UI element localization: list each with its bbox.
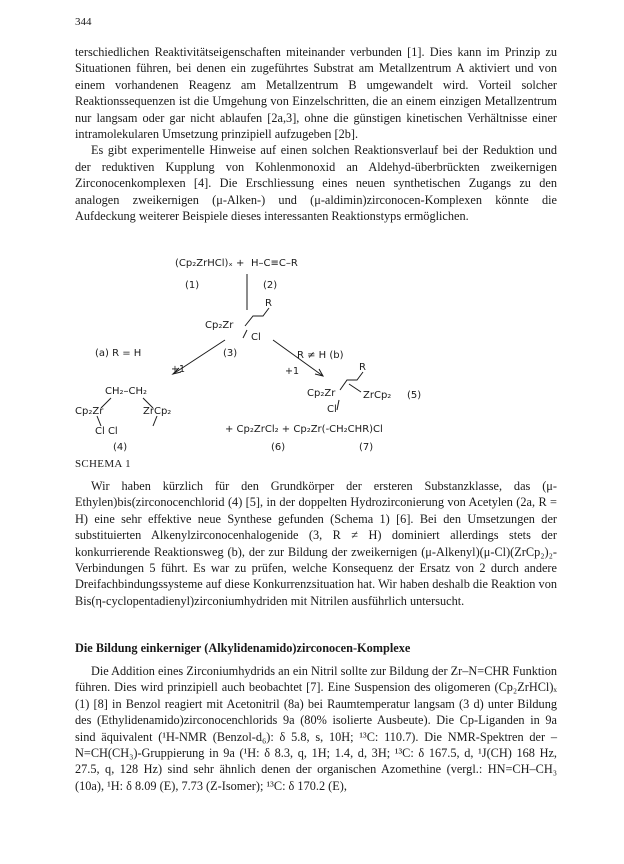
product-4-ch2: CH₂–CH₂ xyxy=(105,386,148,397)
product-4-cp-right: ZrCp₂ xyxy=(143,406,172,417)
branch-b: R ≠ H (b) xyxy=(297,350,344,361)
label-4: (4) xyxy=(113,442,128,453)
paragraph-2: Es gibt experimentelle Hinweise auf einen solchen Reaktionsverlauf bei der Reduktion und der reduktiven Kupplung von Kohlenmonoxid an Aldehyd-überbrückten zweikernigen Zirconocenkomplexen [4]. Die Erschliessung eines neuen synthetischen Zugangs zu den analogen zweikernigen (μ-Alken-) und (μ-aldimin)zirconocen-Komplexen könnte die Aufdeckung weiterer Beispiele dieses interessanten Reaktionstyps ermöglichen. xyxy=(75,143,557,224)
reagent-2: H–C≡C–R xyxy=(251,258,298,269)
intro-text xyxy=(75,44,557,224)
section-heading: Die Bildung einkerniger (Alkylidenamido)zirconocen-Komplexe xyxy=(75,641,411,655)
reagent-1: (Cp₂ZrHCl)ₓ xyxy=(175,258,233,269)
label-5: (5) xyxy=(407,390,422,401)
bond-5 xyxy=(340,372,363,390)
bond-4c xyxy=(97,416,101,426)
byproducts: + Cp₂ZrCl₂ + Cp₂Zr(-CH₂CHR)Cl xyxy=(225,424,383,435)
paragraph-1: terschiedlichen Reaktivitätseigenschaften miteinander verbunden [1]. Dies kann im Prinzip zu Situationen führen, bei denen ein zugeführtes Substrat am Metallzentrum A aktiviert und von einem vorhandenen Reagenz am Metallzentrum B umgewandelt wird. Vorteil solcher Reaktionssequenzen ist die Umgehung von Einzelschritten, die an einem einzigen Metallzentrum nur langsam oder gar nicht ablaufen [2a,3], ohne die günstigen kinetischen Verhältnisse einer intramolekularen Umsetzung prinzipiell aufzugeben [2b]. xyxy=(75,45,557,142)
label-2: (2) xyxy=(263,280,278,291)
label-3: (3) xyxy=(223,348,238,359)
bond-3 xyxy=(245,308,269,326)
product-5-cp-right: ZrCp₂ xyxy=(363,390,392,401)
bond-5b xyxy=(349,384,361,392)
branch-a-plus: +1 xyxy=(171,364,186,375)
intermediate-cp: Cp₂Zr xyxy=(205,320,234,331)
product-5-cp-left: Cp₂Zr xyxy=(307,388,336,399)
bond-3-cl xyxy=(243,330,247,338)
label-1: (1) xyxy=(185,280,200,291)
product-5-r: R xyxy=(359,362,366,373)
paragraph-4: Die Addition eines Zirconiumhydrids an ein Nitril sollte zur Bildung der Zr–N=CHR Funktion führen. Dies wird prinzipiell auch beobachtet [7]. Eine Suspension des oligomeren (Cp₂ZrHCl)ₓ (1) [8] in Benzol reagiert mit Acetonitril (8a) bei Raumtemperatur langsam (3 d) unter Bildung des (Ethylidenamido)zirconocenchlorids 9a (80% isolierte Ausbeute). Die Cp-Liganden in 9a sind äquivalent (¹H-NMR (Benzol-d₆): δ 5.8, s, 10H; ¹³C: 110.7). Die NMR-Spektren der –N=CH(CH₃)-Gruppierung in 9a (¹H: δ 8.3, q, 1H; 1.4, d, 3H; ¹³C: δ 167.5, d, ¹J(CH) 168 Hz, 27.5, q, 128 Hz) sind sehr ähnlich denen der organischen Azomethine (vergl.: HN=CH–CH₃ (10a), ¹H: δ 8.09 (E), 7.73 (Z-Isomer); ¹³C: δ 170.2 (E), xyxy=(75,664,557,793)
intermediate-r: R xyxy=(265,298,272,309)
bond-5c xyxy=(337,400,339,410)
branch-b-plus: +1 xyxy=(285,366,300,377)
reaction-scheme xyxy=(75,258,557,458)
intermediate-cl: Cl xyxy=(251,332,261,343)
product-4-cp-left: Cp₂Zr xyxy=(75,406,104,417)
label-6: (6) xyxy=(271,442,286,453)
plus-sign: + xyxy=(236,258,245,269)
product-5-cl: Cl xyxy=(327,404,337,415)
page-number: 344 xyxy=(75,16,92,28)
bottom-text xyxy=(75,663,557,794)
branch-a: (a) R = H xyxy=(95,348,142,359)
middle-text xyxy=(75,478,557,609)
scheme-caption: SCHEMA 1 xyxy=(75,458,131,470)
paragraph-3: Wir haben kürzlich für den Grundkörper der ersteren Substanzklasse, das (μ-Ethylen)bis(zirconocenchlorid (4) [5], in der doppelten Hydrozirconierung von Acetylen (2a, R = H) eine sehr effektive neue Synthese gefunden (Schema 1) [6]. Bei den Umsetzungen der substituierten Alkenylzirconocenhalogenide (3, R ≠ H) dominiert allerdings stets der konkurrierende Reaktionsweg (b), der zur Bildung der zweikernigen (μ-Alkenyl)(μ-Cl)(ZrCp₂)₂-Verbindungen 5 führt. Es war zu prüfen, welche Konsequenz der Ersatz von 2 durch andere Dreifachbindungssysteme auf diese Konkurrenzsituation hat. Wir haben deshalb die Reaktion von Bis(η-cyclopentadienyl)zirconiumhydriden mit Nitrilen ausführlich untersucht. xyxy=(75,479,557,608)
label-7: (7) xyxy=(359,442,374,453)
product-4-cl: Cl Cl xyxy=(95,426,118,437)
bond-4d xyxy=(153,416,157,426)
